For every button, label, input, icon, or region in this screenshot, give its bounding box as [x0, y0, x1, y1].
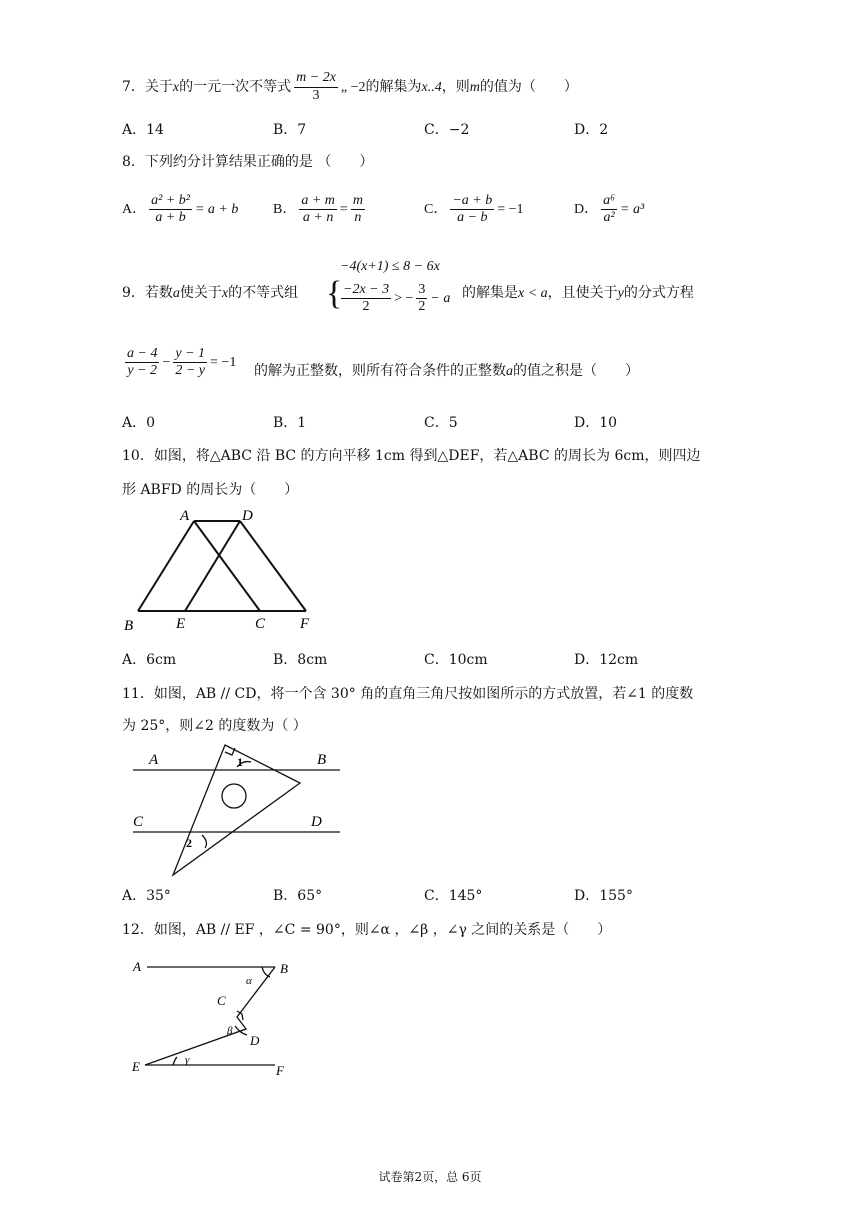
q10-label-a: A	[180, 508, 190, 524]
q10-option-d[interactable]: D．12cm	[574, 652, 639, 668]
q11-option-d[interactable]: D．155°	[574, 888, 633, 904]
q8-option-c[interactable]: C． $\frac{-a + b}{a - b}$ = −1	[424, 193, 524, 226]
q10-label-d: D	[242, 508, 253, 524]
q11-label-d: D	[311, 814, 322, 830]
question-9-stem-start: 9．若数a使关于x的不等式组	[122, 285, 299, 301]
q8-option-a[interactable]: A． $\frac{\text{a² + b²}}{a + b}$ = a + b	[122, 193, 239, 226]
q11-angle-2: 2	[186, 836, 192, 850]
q11-label-a: A	[149, 752, 159, 768]
q12-angle-beta: β	[227, 1025, 233, 1037]
q12-label-d: D	[250, 1033, 260, 1048]
q9-equation: $\frac{a - 4}{y - 2}$ − $\frac{y - 1}{2 - y}$ = −1	[127, 346, 237, 379]
q11-option-a[interactable]: A．35°	[122, 888, 171, 904]
q10-option-c[interactable]: C．10cm	[424, 652, 488, 668]
q8-option-b[interactable]: B． $\frac{a + m}{a + n}$ = $\frac{m}{n}$	[273, 193, 363, 226]
q7-fraction: $\frac{m - 2x}{3}$	[296, 70, 336, 103]
q9-option-b[interactable]: B．1	[273, 415, 307, 431]
question-9-stem-cont: 的解集是x < a，且使关于y的分式方程	[462, 285, 694, 301]
q9-inequality-1: −4(x+1) ≤ 8 − 6x	[340, 259, 440, 274]
q11-option-b[interactable]: B．65°	[273, 888, 323, 904]
q12-label-f: F	[276, 1063, 284, 1078]
q10-translation-figure	[120, 508, 330, 636]
q10-label-b: B	[124, 618, 134, 634]
question-11-stem-line2: 为 25°，则∠2 的度数为（ ）	[122, 718, 307, 734]
q8-option-d[interactable]: D． $\frac{\text{a⁶}}{\text{a²}}$ = a³	[574, 193, 645, 226]
question-11-stem-line1: 11．如图，AB // CD，将一个含 30° 角的直角三角尺按如图所示的方式放置，若∠1 的度数	[122, 686, 694, 702]
q11-label-b: B	[317, 752, 327, 768]
question-10-stem-line1: 10．如图，将△ABC 沿 BC 的方向平移 1cm 得到△DEF，若△ABC 的周长为 6cm，则四边	[122, 448, 701, 464]
q11-option-c[interactable]: C．145°	[424, 888, 483, 904]
q10-label-e: E	[176, 616, 186, 632]
question-7-stem: 7．关于x的一元一次不等式 $\frac{m - 2x}{3}$ „ −2的解集为x..4，则m的值为（ ）	[122, 70, 578, 103]
q9-option-d[interactable]: D．10	[574, 415, 618, 431]
q11-label-c: C	[133, 814, 144, 830]
q12-angle-gamma: γ	[185, 1054, 190, 1066]
q12-angle-alpha: α	[246, 975, 252, 987]
q9-inequality-2: $\frac{-2x - 3}{2}$ > − $\frac{3}{2}$ − a	[343, 282, 451, 315]
q7-option-b[interactable]: B．7	[273, 122, 307, 138]
q7-option-a[interactable]: A．14	[122, 122, 164, 138]
q9-system-brace: {	[326, 275, 343, 312]
q11-parallel-lines-figure	[125, 740, 365, 880]
q10-option-a[interactable]: A．6cm	[122, 652, 177, 668]
q7-option-c[interactable]: C．−2	[424, 122, 470, 138]
question-9-stem-end: 的解为正整数，则所有符合条件的正整数a的值之积是（ ）	[254, 363, 639, 379]
q9-option-a[interactable]: A．0	[122, 415, 156, 431]
question-8-stem: 8．下列约分计算结果正确的是 （ ）	[122, 154, 374, 170]
q11-angle-1: 1	[237, 755, 243, 769]
q12-label-b: B	[280, 961, 288, 976]
q10-label-f: F	[300, 616, 310, 632]
q10-label-c: C	[255, 616, 266, 632]
q12-label-a: A	[133, 959, 141, 974]
q9-option-c[interactable]: C．5	[424, 415, 458, 431]
q12-label-e: E	[132, 1059, 140, 1074]
q12-label-c: C	[217, 993, 226, 1008]
question-12-stem: 12．如图，AB // EF ，∠C = 90°，则∠α ，∠β ，∠γ 之间的关系是（ ）	[122, 922, 612, 938]
q7-option-d[interactable]: D．2	[574, 122, 609, 138]
page-footer: 试卷第2页，总 6页	[378, 1170, 482, 1184]
question-10-stem-line2: 形 ABFD 的周长为（ ）	[122, 482, 299, 498]
q10-option-b[interactable]: B．8cm	[273, 652, 328, 668]
q12-zigzag-figure	[125, 955, 310, 1080]
